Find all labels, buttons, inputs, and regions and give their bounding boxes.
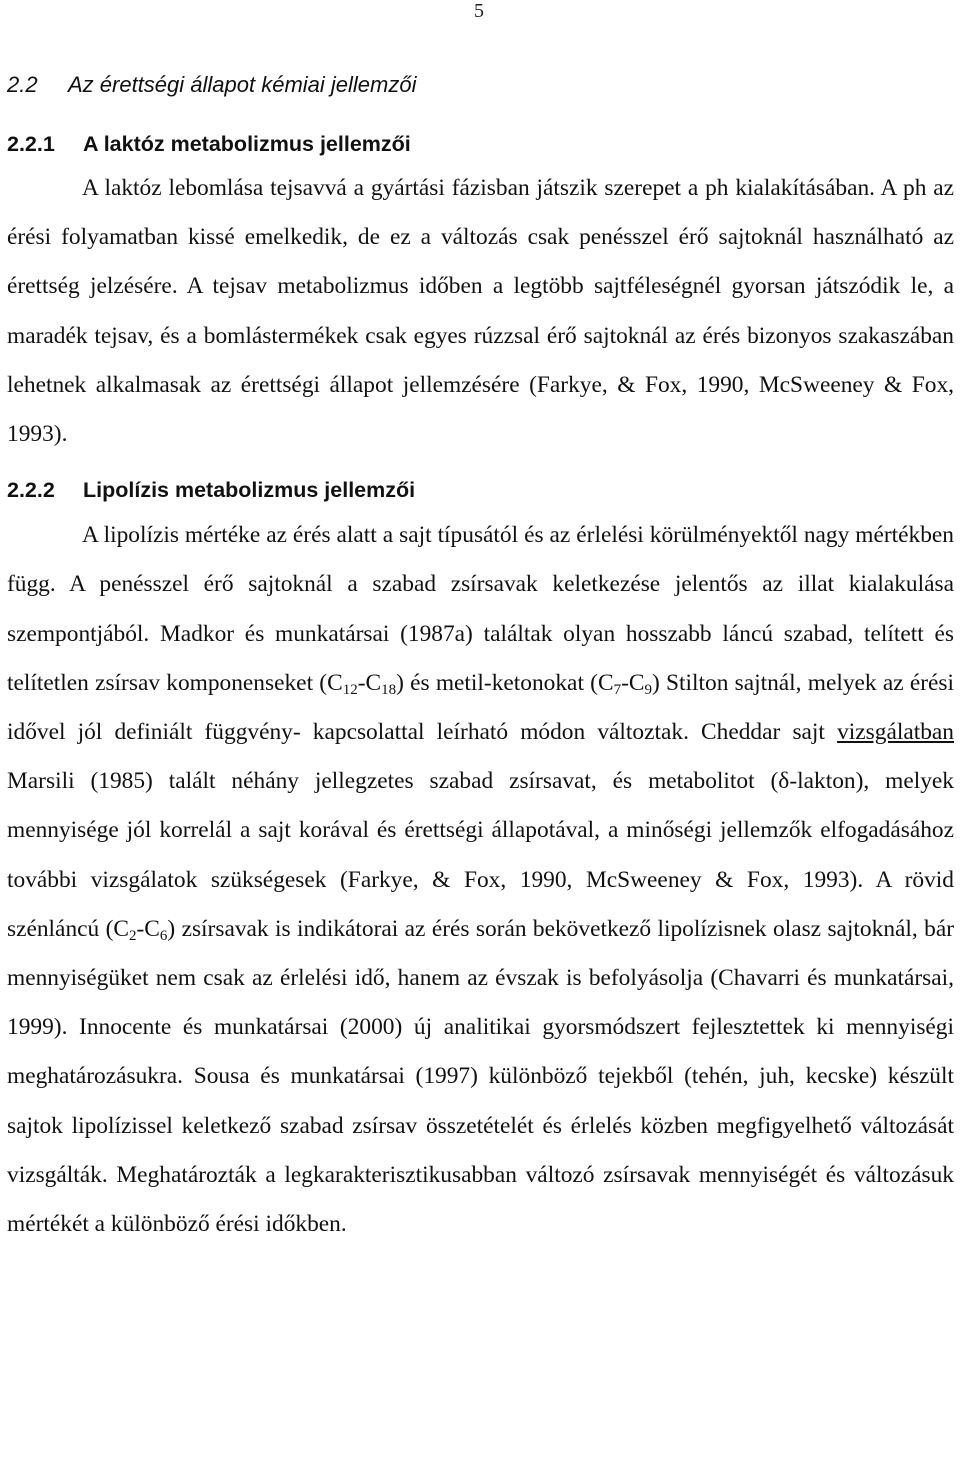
text-run: -C	[357, 669, 382, 696]
section-heading	[7, 66, 954, 104]
subsection-number-lactose: 2.2.1	[7, 132, 55, 156]
paragraph-lactose: A laktóz lebomlása tejsavvá a gyártási fázisban játszik szerepet a ph kialakításában. A ph az érési folyamatban kissé emelkedik, de ez a változás csak penésszel érő sajtoknál használható az érettség jelzésére. A tejsav metabolizmus időben a legtöbb sajtféleségnél gyorsan játszódik le, a maradék tejsav, és a bomlástermékek csak egyes rúzzsal érő sajtoknál az érés bizonyos szakaszában lehetnek alkalmasak az érettségi állapot jellemzésére (Farkye, & Fox, 1990, McSweeney & Fox, 1993).	[7, 175, 954, 448]
subsection-number-lipolysis: 2.2.2	[7, 478, 55, 503]
section-title: Az érettségi állapot kémiai jellemzői	[68, 72, 417, 97]
subscript: 9	[644, 681, 652, 698]
page-number: 5	[474, 0, 484, 22]
subsection-title-lipolysis: Lipolízis metabolizmus jellemzői	[83, 478, 416, 503]
text-run: ) Stilton sajtnál, melyek az érési idővel jól definiált függvény- kapcsolattal leírható módon változtak. Cheddar sajt	[7, 669, 955, 746]
subscript: 18	[381, 681, 397, 698]
text-run: Marsili (1985) talált néhány jellegzetes szabad zsírsavat, és metabolitot (δ-lakton), melyek mennyisége jól korrelál a sajt korával és érettségi állapotával, a minőségi jellemzők elfogadásához további vizsgálatok szükségesek (Farkye, & Fox, 1990, McSweeney & Fox, 1993). A rövid szénláncú (C	[7, 768, 954, 942]
subsection-heading-lactose	[7, 125, 954, 163]
section-number: 2.2	[7, 72, 38, 97]
text-run: ) és metil-ketonokat (C	[396, 669, 614, 696]
subscript: 6	[159, 927, 168, 944]
subscript: 7	[613, 681, 622, 698]
document-body	[7, 66, 954, 1249]
subscript: 2	[129, 927, 137, 944]
text-run: -C	[136, 915, 160, 942]
subscript: 12	[342, 681, 358, 698]
text-run: ) zsírsavak is indikátorai az érés során bekövetkező lipolízisnek olasz sajtoknál, bár mennyiségüket nem csak az érlelési idő, hanem az évszak is befolyásolja (Chavarri és munkatársai, 1999). Innocente és munkatársai (2000) új analitikai gyorsmódszert fejlesztettek ki mennyiségi meghatározásukra. Sousa és munkatársai (1997) különböző tejekből (tehén, juh, kecske) készült sajtok lipolízissel keletkező szabad zsírsav összetételét és érlelés közben megfigyelhető változását vizsgálták. Meghatározták a legkarakterisztikusabban változó zsírsavak mennyiségét és változásuk mértékét a különböző érési időkben.	[7, 915, 954, 1238]
text-run: A lipolízis mértéke az érés alatt a sajt típusától és az érlelési körülményektől nagy mértékben függ. A penésszel érő sajtoknál a szabad zsírsavak keletkezése jelentős az illat kialakulása szempontjából. Madkor és munkatársai (1987a) találtak olyan hosszabb láncú szabad, telített és telítetlen zsírsav komponenseket (C	[7, 522, 954, 696]
subsection-heading-lipolysis	[7, 471, 954, 509]
text-run: -C	[621, 669, 645, 696]
paragraph-lipolysis	[7, 511, 954, 1249]
underlined-word: vizsgálatban	[837, 719, 954, 746]
subsection-title-lactose: A laktóz metabolizmus jellemzői	[83, 132, 411, 156]
